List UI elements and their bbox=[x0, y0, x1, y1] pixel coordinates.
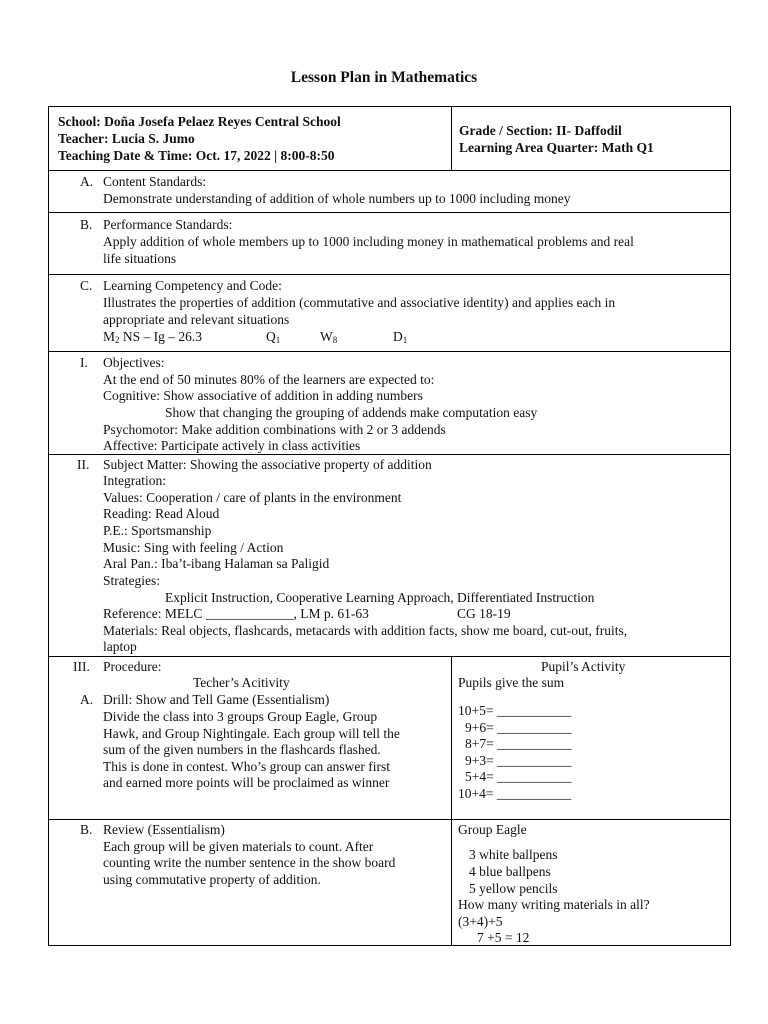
drill-line: Hawk, and Group Nightingale. Each group will tell the bbox=[103, 726, 400, 741]
drill-title: Drill: Show and Tell Game (Essentialism) bbox=[103, 692, 330, 707]
quarter-label: Learning Area Quarter: Math Q1 bbox=[459, 140, 654, 155]
integration-pe: P.E.: Sportsmanship bbox=[103, 523, 212, 538]
header-row bbox=[49, 107, 730, 171]
content-standards-heading: Content Standards: bbox=[103, 174, 207, 189]
subject-matter-row bbox=[49, 455, 730, 657]
group-name: Group Eagle bbox=[458, 822, 527, 837]
drill-line: and earned more points will be proclaimed as winner bbox=[103, 775, 390, 790]
competency-line2: appropriate and relevant situations bbox=[103, 312, 290, 327]
performance-standards-marker: B. bbox=[80, 217, 93, 232]
competency-week: $W_8$ bbox=[320, 329, 338, 345]
integration-music: Music: Sing with feeling / Action bbox=[103, 540, 284, 555]
integration-aralpan: Aral Pan.: Iba’t-ibang Halaman sa Paligid bbox=[103, 556, 330, 571]
objectives-heading: Objectives: bbox=[103, 355, 165, 370]
integration-label: Integration: bbox=[103, 473, 166, 488]
content-standards-text: Demonstrate understanding of addition of whole numbers up to 1000 including money bbox=[103, 191, 571, 206]
objective-cognitive: Cognitive: Show associative of addition in adding numbers bbox=[103, 388, 423, 403]
drill-marker: A. bbox=[80, 692, 94, 707]
strategies-label: Strategies: bbox=[103, 573, 160, 588]
review-title: Review (Essentialism) bbox=[103, 822, 225, 837]
sum-item: 8+7= ___________ bbox=[465, 736, 572, 751]
date-label: Teaching Date & Time: Oct. 17, 2022 | 8:00-8:50 bbox=[58, 148, 335, 163]
teacher-label: Teacher: Lucia S. Jumo bbox=[58, 131, 195, 146]
review-line: Each group will be given materials to count. After bbox=[103, 839, 374, 854]
performance-standards-heading: Performance Standards: bbox=[103, 217, 233, 232]
lesson-plan-table bbox=[48, 106, 731, 946]
sum-item: 9+3= ___________ bbox=[465, 753, 572, 768]
material-item: 3 white ballpens bbox=[469, 847, 558, 862]
competency-line1: Illustrates the properties of addition (commutative and associative identity) and applies each in bbox=[103, 295, 616, 310]
review-line: using commutative property of addition. bbox=[103, 872, 321, 887]
objectives-intro: At the end of 50 minutes 80% of the learners are expected to: bbox=[103, 372, 435, 387]
procedure-heading: Procedure: bbox=[103, 659, 162, 674]
expression-text: (3+4)+5 bbox=[458, 914, 503, 929]
school-label: School: Doña Josefa Pelaez Reyes Central School bbox=[58, 114, 341, 129]
objective-affective: Affective: Participate actively in class activities bbox=[103, 438, 361, 453]
objective-psychomotor: Psychomotor: Make addition combinations with 2 or 3 addends bbox=[103, 422, 446, 437]
page-title: Lesson Plan in Mathematics bbox=[290, 69, 478, 86]
objectives-row bbox=[49, 352, 730, 455]
review-line: counting write the number sentence in the show board bbox=[103, 855, 396, 870]
teacher-activity-heading: Techer’s Acitivity bbox=[193, 675, 290, 690]
cg-text: CG 18-19 bbox=[457, 606, 511, 621]
subject-matter-heading: Subject Matter: Showing the associative property of addition bbox=[103, 457, 432, 472]
integration-reading: Reading: Read Aloud bbox=[103, 506, 220, 521]
procedure-review-row bbox=[49, 820, 730, 945]
reference-text: Reference: MELC _____________, LM p. 61-63 bbox=[103, 606, 369, 621]
competency-row bbox=[49, 275, 730, 352]
procedure-marker: III. bbox=[73, 659, 90, 674]
sum-item: 9+6= ___________ bbox=[465, 720, 572, 735]
drill-line: Divide the class into 3 groups Group Eagle, Group bbox=[103, 709, 378, 724]
drill-line: This is done in contest. Who’s group can answer first bbox=[103, 759, 390, 774]
objective-cognitive-2: Show that changing the grouping of addends make computation easy bbox=[165, 405, 538, 420]
answer-text: 7 +5 = 12 bbox=[477, 930, 530, 945]
strategies-list: Explicit Instruction, Cooperative Learning Approach, Differentiated Instruction bbox=[165, 590, 595, 605]
integration-values: Values: Cooperation / care of plants in the environment bbox=[103, 490, 402, 505]
materials-line1: Materials: Real objects, flashcards, metacards with addition facts, show me board, cut-out, fruits, bbox=[103, 623, 628, 638]
sum-item: 10+4= ___________ bbox=[458, 786, 572, 801]
content-standards-row bbox=[49, 171, 730, 213]
competency-day: $D_1$ bbox=[393, 329, 408, 345]
material-item: 4 blue ballpens bbox=[469, 864, 551, 879]
review-marker: B. bbox=[80, 822, 93, 837]
competency-quarter: $Q_1$ bbox=[266, 329, 281, 345]
performance-standards-line1: Apply addition of whole members up to 1000 including money in mathematical problems and real bbox=[103, 234, 634, 249]
performance-standards-row bbox=[49, 213, 730, 275]
subject-matter-marker: II. bbox=[77, 457, 90, 472]
performance-standards-line2: life situations bbox=[103, 251, 177, 266]
material-item: 5 yellow pencils bbox=[469, 881, 558, 896]
materials-line2: laptop bbox=[103, 639, 137, 654]
sum-item: 5+4= ___________ bbox=[465, 769, 572, 784]
objectives-marker: I. bbox=[80, 355, 88, 370]
grade-label: Grade / Section: II- Daffodil bbox=[459, 123, 622, 138]
drill-line: sum of the given numbers in the flashcards flashed. bbox=[103, 742, 381, 757]
pupil-activity-heading: Pupil’s Activity bbox=[541, 659, 626, 674]
competency-code: $M_2$ NS – Ig – 26.3 bbox=[103, 329, 203, 345]
sum-item: 10+5= ___________ bbox=[458, 703, 572, 718]
competency-marker: C. bbox=[80, 278, 93, 293]
question-text: How many writing materials in all? bbox=[458, 897, 650, 912]
pupil-intro: Pupils give the sum bbox=[458, 675, 565, 690]
competency-heading: Learning Competency and Code: bbox=[103, 278, 282, 293]
procedure-drill-row bbox=[49, 657, 730, 820]
content-standards-marker: A. bbox=[80, 174, 94, 189]
